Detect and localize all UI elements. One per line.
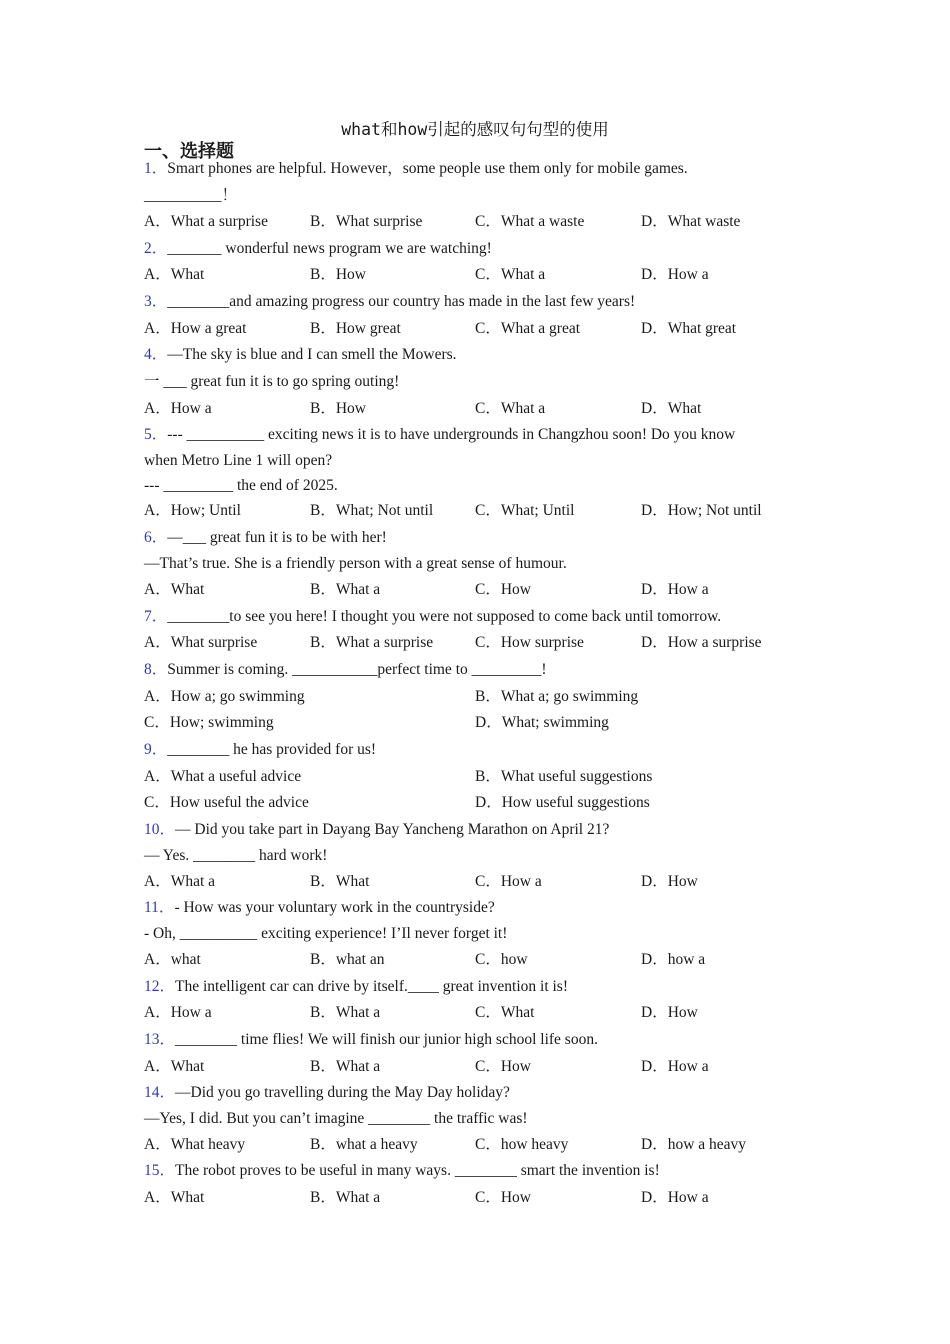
option-c: C．How useful the advice [144, 794, 309, 811]
option-b: B．What surprise [310, 213, 423, 230]
option-c: C．What a [475, 266, 546, 283]
question-14-reply: —Yes, I did. But you can’t imagine ________ the traffic was! [144, 1110, 528, 1127]
question-10-reply: — Yes. ________ hard work! [144, 847, 328, 864]
option-c: C．What a waste [475, 213, 585, 230]
question-5-reply: --- _________ the end of 2025. [144, 477, 338, 494]
option-d: D．How useful suggestions [475, 794, 650, 811]
question-5-stem: 5．--- __________ exciting news it is to have undergrounds in Changzhou soon! Do you know [144, 426, 736, 443]
option-d: D．How a [641, 266, 709, 283]
section-heading: 一、选择题 [144, 141, 234, 162]
option-c: C．How surprise [475, 634, 584, 651]
question-12-stem: 12．The intelligent car can drive by itself.____ great invention it is! [144, 978, 568, 995]
question-1-blank: __________！ [144, 187, 238, 204]
option-b: B．What useful suggestions [475, 768, 653, 785]
option-c: C．How [475, 581, 531, 598]
option-a: A．What [144, 1189, 205, 1206]
option-a: A．What [144, 266, 205, 283]
question-2-stem: 2．_______ wonderful news program we are watching! [144, 240, 492, 257]
option-a: A．What surprise [144, 634, 258, 651]
question-6-reply: —That’s true. She is a friendly person with a great sense of humour. [144, 555, 567, 572]
option-c: C．What [475, 1004, 535, 1021]
option-c: C．how [475, 951, 528, 968]
option-d: D．What [641, 400, 702, 417]
question-7-stem: 7．________to see you here! I thought you were not supposed to come back until tomorrow. [144, 608, 722, 625]
option-d: D．How a [641, 581, 709, 598]
option-a: A．What a surprise [144, 213, 268, 230]
option-a: A．What a useful advice [144, 768, 302, 785]
option-c: C．How; swimming [144, 714, 274, 731]
option-c: C．how heavy [475, 1136, 569, 1153]
option-d: D．How; Not until [641, 502, 762, 519]
question-11-stem: 11．- How was your voluntary work in the countryside? [144, 899, 495, 916]
option-b: B．What [310, 873, 370, 890]
page-title: what和how引起的感叹句句型的使用 [341, 120, 609, 139]
option-d: D．What waste [641, 213, 741, 230]
option-d: D．how a [641, 951, 706, 968]
question-9-stem: 9．________ he has provided for us! [144, 741, 377, 758]
option-b: B．What a [310, 581, 381, 598]
option-a: A．How a; go swimming [144, 688, 305, 705]
option-b: B．What a; go swimming [475, 688, 639, 705]
option-a: A．What a [144, 873, 216, 890]
option-b: B．How great [310, 320, 401, 337]
option-c: C．What; Until [475, 502, 575, 519]
option-a: A．What [144, 581, 205, 598]
option-a: A．How a great [144, 320, 247, 337]
option-d: D．What; swimming [475, 714, 609, 731]
option-b: B．What a [310, 1004, 381, 1021]
question-3-stem: 3．________and amazing progress our country has made in the last few years! [144, 293, 636, 310]
option-b: B．How [310, 400, 366, 417]
option-d: D．How [641, 873, 698, 890]
question-4-stem: 4．—The sky is blue and I can smell the Mowers. [144, 346, 457, 363]
option-b: B．What a [310, 1058, 381, 1075]
question-1-stem: 1．Smart phones are helpful. However，some people use them only for mobile games. [144, 160, 688, 177]
option-c: C．How a [475, 873, 542, 890]
option-b: B．How [310, 266, 366, 283]
option-c: C．What a [475, 400, 546, 417]
option-b: B．What a [310, 1189, 381, 1206]
question-11-reply: - Oh, __________ exciting experience! I’Il never forget it! [144, 925, 508, 942]
option-d: D．How a [641, 1189, 709, 1206]
option-a: A．How a [144, 400, 212, 417]
question-5-stem-cont: when Metro Line 1 will open? [144, 452, 333, 469]
option-d: D．How a surprise [641, 634, 762, 651]
question-10-stem: 10．— Did you take part in Dayang Bay Yancheng Marathon on April 21? [144, 821, 610, 838]
question-14-stem: 14．—Did you go travelling during the May Day holiday? [144, 1084, 510, 1101]
question-13-stem: 13．________ time flies! We will finish our junior high school life soon. [144, 1031, 598, 1048]
option-c: C．How [475, 1189, 531, 1206]
option-c: C．How [475, 1058, 531, 1075]
option-d: D．What great [641, 320, 737, 337]
option-c: C．What a great [475, 320, 581, 337]
option-d: D．how a heavy [641, 1136, 747, 1153]
option-a: A．What [144, 1058, 205, 1075]
option-d: D．How [641, 1004, 698, 1021]
option-b: B．What a surprise [310, 634, 434, 651]
question-15-stem: 15．The robot proves to be useful in many ways. ________ smart the invention is! [144, 1162, 660, 1179]
option-b: B．What; Not until [310, 502, 434, 519]
option-a: A．How; Until [144, 502, 241, 519]
option-a: A．what [144, 951, 201, 968]
option-b: B．what a heavy [310, 1136, 418, 1153]
question-8-stem: 8．Summer is coming. ___________perfect time to _________! [144, 661, 547, 678]
question-4-reply: 一 ___ great fun it is to go spring outing! [144, 373, 400, 390]
option-b: B．what an [310, 951, 385, 968]
option-a: A．What heavy [144, 1136, 246, 1153]
question-6-stem: 6．—___ great fun it is to be with her! [144, 529, 387, 546]
option-a: A．How a [144, 1004, 212, 1021]
option-d: D．How a [641, 1058, 709, 1075]
